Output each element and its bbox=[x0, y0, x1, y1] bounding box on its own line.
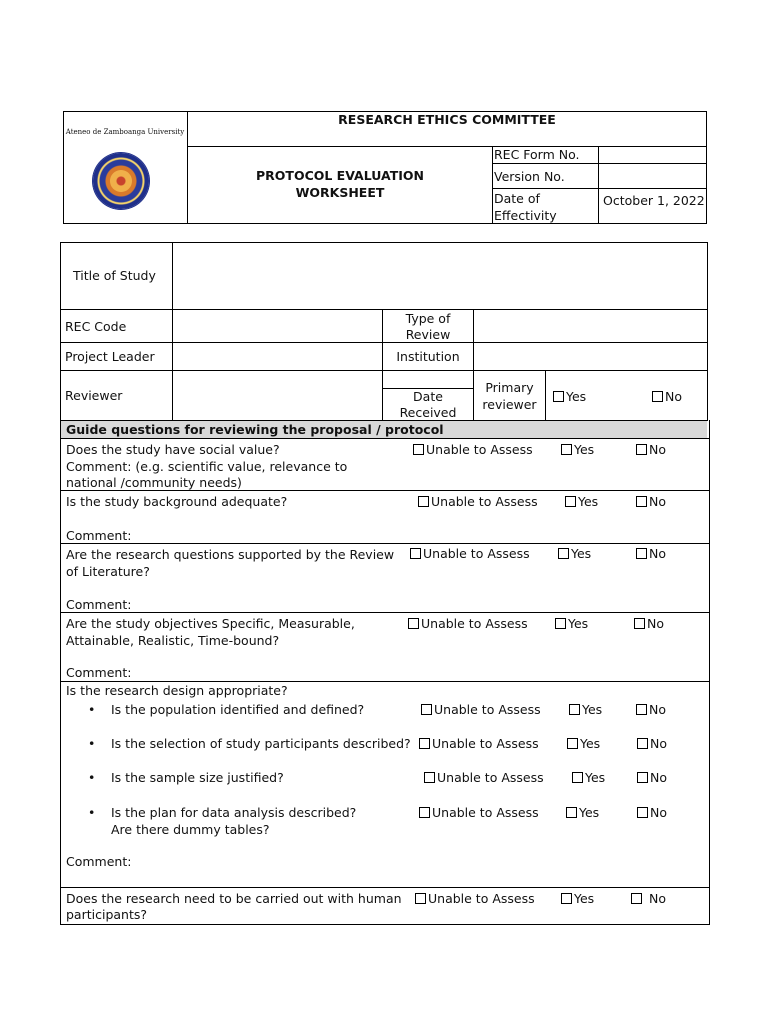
q5d-unable-option[interactable] bbox=[419, 805, 539, 820]
checkbox-icon[interactable] bbox=[631, 893, 642, 904]
primary-reviewer-label-line2: reviewer bbox=[482, 397, 537, 412]
comment-label: Comment: bbox=[66, 854, 132, 869]
q1-unable-option[interactable] bbox=[413, 442, 533, 457]
option-label: Unable to Assess bbox=[428, 891, 535, 906]
title-of-study-label: Title of Study bbox=[73, 268, 156, 283]
question-social-value-comment-line1: Comment: (e.g. scientific value, relevance to bbox=[66, 459, 348, 474]
institution-label: Institution bbox=[396, 349, 460, 364]
type-of-review-label-line1: Type of bbox=[405, 311, 451, 326]
primary-reviewer-no-option[interactable] bbox=[652, 389, 682, 404]
checkbox-icon[interactable] bbox=[419, 807, 430, 818]
option-label: Yes bbox=[579, 805, 600, 820]
version-no-label: Version No. bbox=[494, 169, 565, 184]
q5b-yes-option[interactable] bbox=[567, 736, 600, 751]
question-research-design: Is the research design appropriate? bbox=[66, 683, 288, 698]
option-label: No bbox=[650, 770, 667, 785]
checkbox-icon[interactable] bbox=[419, 738, 430, 749]
reviewer-label: Reviewer bbox=[65, 388, 123, 403]
sub-question-population: Is the population identified and defined? bbox=[111, 702, 365, 717]
rec-form-no-label: REC Form No. bbox=[494, 147, 580, 162]
project-leader-field[interactable] bbox=[173, 343, 382, 370]
reviewer-field[interactable] bbox=[173, 371, 382, 420]
q5a-unable-option[interactable] bbox=[421, 702, 541, 717]
form-title-line2: WORKSHEET bbox=[295, 185, 385, 200]
q1-yes-option[interactable] bbox=[561, 442, 594, 457]
option-label: No bbox=[649, 546, 666, 561]
institution-field[interactable] bbox=[474, 343, 707, 370]
q2-unable-option[interactable] bbox=[418, 494, 538, 509]
checkbox-icon[interactable] bbox=[636, 444, 647, 455]
option-label: Yes bbox=[571, 546, 592, 561]
q5b-unable-option[interactable] bbox=[419, 736, 539, 751]
committee-title: RESEARCH ETHICS COMMITTEE bbox=[338, 112, 556, 127]
title-of-study-field[interactable] bbox=[173, 243, 707, 309]
q5c-unable-option[interactable] bbox=[424, 770, 544, 785]
option-label: Yes bbox=[578, 494, 599, 509]
option-label: No bbox=[649, 891, 666, 906]
q1-no-option[interactable] bbox=[636, 442, 666, 457]
bullet-icon: • bbox=[88, 805, 96, 820]
q6-no-option[interactable] bbox=[631, 891, 666, 906]
checkbox-icon[interactable] bbox=[413, 444, 424, 455]
checkbox-icon[interactable] bbox=[634, 618, 645, 629]
checkbox-icon[interactable] bbox=[410, 548, 421, 559]
option-label: No bbox=[650, 736, 667, 751]
bullet-icon: • bbox=[88, 770, 96, 785]
date-effectivity-label-line1: Date of bbox=[494, 191, 540, 206]
q5a-yes-option[interactable] bbox=[569, 702, 602, 717]
question-social-value: Does the study have social value? bbox=[66, 442, 280, 457]
checkbox-icon[interactable] bbox=[636, 704, 647, 715]
q2-no-option[interactable] bbox=[636, 494, 666, 509]
date-received-label-line2: Received bbox=[399, 405, 457, 420]
checkbox-icon[interactable] bbox=[421, 704, 432, 715]
checkbox-icon[interactable] bbox=[553, 391, 564, 402]
checkbox-icon[interactable] bbox=[561, 444, 572, 455]
option-label: Yes bbox=[580, 736, 601, 751]
option-label: Unable to Assess bbox=[431, 494, 538, 509]
checkbox-icon[interactable] bbox=[418, 496, 429, 507]
q4-unable-option[interactable] bbox=[408, 616, 528, 631]
q3-yes-option[interactable] bbox=[558, 546, 591, 561]
sub-question-data-analysis-line1: Is the plan for data analysis described? bbox=[111, 805, 357, 820]
checkbox-icon[interactable] bbox=[567, 738, 578, 749]
form-title-line1: PROTOCOL EVALUATION bbox=[256, 168, 424, 183]
university-name: Ateneo de Zamboanga University bbox=[65, 128, 185, 136]
checkbox-icon[interactable] bbox=[637, 807, 648, 818]
q6-unable-option[interactable] bbox=[415, 891, 535, 906]
option-label: Yes bbox=[566, 389, 587, 404]
checkbox-icon[interactable] bbox=[636, 548, 647, 559]
option-label: No bbox=[665, 389, 682, 404]
comment-label: Comment: bbox=[66, 665, 132, 680]
checkbox-icon[interactable] bbox=[636, 496, 647, 507]
sub-question-data-analysis-line2: Are there dummy tables? bbox=[111, 822, 270, 837]
q5b-no-option[interactable] bbox=[637, 736, 667, 751]
question-research-questions-line1: Are the research questions supported by the Review bbox=[66, 547, 395, 562]
q5a-no-option[interactable] bbox=[636, 702, 666, 717]
option-label: Yes bbox=[568, 616, 589, 631]
date-effectivity-value: October 1, 2022 bbox=[603, 193, 705, 208]
q3-no-option[interactable] bbox=[636, 546, 666, 561]
question-social-value-comment-line2: national /community needs) bbox=[66, 475, 242, 490]
q5d-no-option[interactable] bbox=[637, 805, 667, 820]
option-label: Unable to Assess bbox=[421, 616, 528, 631]
date-received-label-line1: Date bbox=[413, 389, 443, 404]
question-human-participants-line2: participants? bbox=[66, 907, 148, 922]
primary-reviewer-label-line1: Primary bbox=[485, 380, 534, 395]
sub-question-selection: Is the selection of study participants described? bbox=[111, 736, 411, 751]
checkbox-icon[interactable] bbox=[408, 618, 419, 629]
question-background: Is the study background adequate? bbox=[66, 494, 288, 509]
q5d-yes-option[interactable] bbox=[566, 805, 599, 820]
rec-code-field[interactable] bbox=[173, 310, 382, 342]
q4-no-option[interactable] bbox=[634, 616, 664, 631]
option-label: Unable to Assess bbox=[426, 442, 533, 457]
option-label: Unable to Assess bbox=[423, 546, 530, 561]
option-label: No bbox=[650, 805, 667, 820]
q3-unable-option[interactable] bbox=[410, 546, 530, 561]
university-seal-logo bbox=[93, 153, 149, 209]
question-objectives-line1: Are the study objectives Specific, Measurable, bbox=[66, 616, 355, 631]
option-label: No bbox=[647, 616, 664, 631]
option-label: No bbox=[649, 494, 666, 509]
primary-reviewer-yes-option[interactable] bbox=[553, 389, 586, 404]
bullet-icon: • bbox=[88, 736, 96, 751]
checkbox-icon[interactable] bbox=[572, 772, 583, 783]
checkbox-icon[interactable] bbox=[566, 807, 577, 818]
rec-code-label: REC Code bbox=[65, 319, 127, 334]
question-research-questions-line2: of Literature? bbox=[66, 564, 150, 579]
q4-yes-option[interactable] bbox=[555, 616, 588, 631]
checkbox-icon[interactable] bbox=[555, 618, 566, 629]
sub-question-sample-size: Is the sample size justified? bbox=[111, 770, 284, 785]
q2-yes-option[interactable] bbox=[565, 494, 598, 509]
checkbox-icon[interactable] bbox=[558, 548, 569, 559]
option-label: Yes bbox=[582, 702, 603, 717]
bullet-icon: • bbox=[88, 702, 96, 717]
checkbox-icon[interactable] bbox=[424, 772, 435, 783]
option-label: No bbox=[649, 442, 666, 457]
checkbox-icon[interactable] bbox=[561, 893, 572, 904]
guide-heading: Guide questions for reviewing the proposal / protocol bbox=[66, 422, 444, 437]
comment-label: Comment: bbox=[66, 528, 132, 543]
project-leader-label: Project Leader bbox=[65, 349, 155, 364]
option-label: Unable to Assess bbox=[437, 770, 544, 785]
comment-label: Comment: bbox=[66, 597, 132, 612]
checkbox-icon[interactable] bbox=[637, 772, 648, 783]
option-label: Yes bbox=[585, 770, 606, 785]
date-effectivity-label-line2: Effectivity bbox=[494, 208, 557, 223]
question-human-participants-line1: Does the research need to be carried out with human bbox=[66, 891, 402, 906]
checkbox-icon[interactable] bbox=[652, 391, 663, 402]
option-label: Yes bbox=[574, 891, 595, 906]
q5c-yes-option[interactable] bbox=[572, 770, 605, 785]
checkbox-icon[interactable] bbox=[569, 704, 580, 715]
option-label: Unable to Assess bbox=[434, 702, 541, 717]
question-objectives-line2: Attainable, Realistic, Time-bound? bbox=[66, 633, 280, 648]
type-of-review-label-line2: Review bbox=[405, 327, 451, 342]
checkbox-icon[interactable] bbox=[637, 738, 648, 749]
option-label: No bbox=[649, 702, 666, 717]
option-label: Unable to Assess bbox=[432, 736, 539, 751]
type-of-review-field[interactable] bbox=[474, 310, 707, 342]
checkbox-icon[interactable] bbox=[565, 496, 576, 507]
q6-yes-option[interactable] bbox=[561, 891, 594, 906]
checkbox-icon[interactable] bbox=[415, 893, 426, 904]
option-label: Unable to Assess bbox=[432, 805, 539, 820]
option-label: Yes bbox=[574, 442, 595, 457]
q5c-no-option[interactable] bbox=[637, 770, 667, 785]
